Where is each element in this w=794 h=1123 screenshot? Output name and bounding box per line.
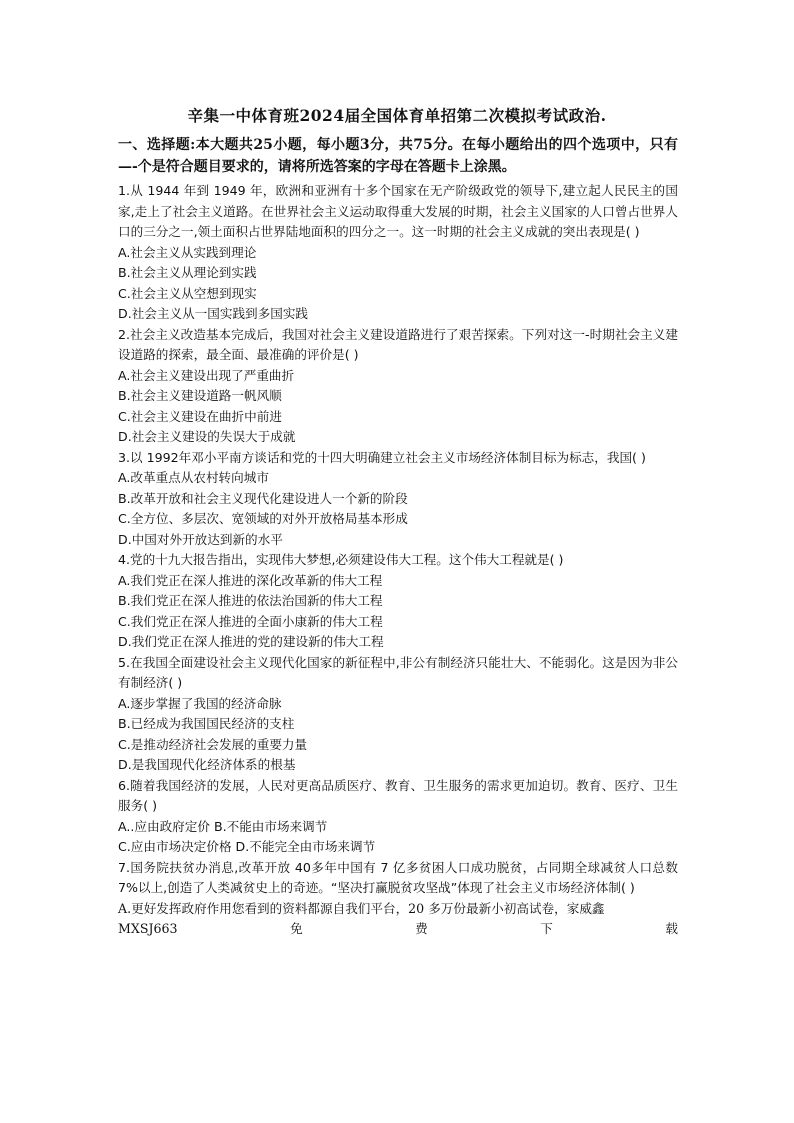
option-ab: A..应由政府定价 B.不能由市场来调节 (118, 818, 328, 834)
question-2 (118, 325, 678, 448)
question-stem: 7.国务院扶贫办消息,改革开放 40多年中国有 7 亿多贫困人口成功脱贫，占同期全球减贫人口总数 7%以上,创造了人类减贫史上的奇迹。“坚决打赢脱贫攻坚战”体现了社会主义市场经济体制( ) (118, 859, 678, 895)
option-d: D.我们党正在深人推进的党的建设新的伟大工程 (118, 634, 384, 649)
option-a: A.社会主义建设出现了严重曲折 (118, 367, 295, 383)
option-c: C.我们党正在深人推进的全面小康新的伟大工程 (118, 613, 383, 629)
question-3 (118, 448, 678, 551)
footer-line-2 (118, 919, 678, 940)
footer-code: MXSJ663 (118, 921, 178, 936)
section-heading: 一、选择题:本大题共25小题，每小题3分，共75分。在每小题给出的四个选项中，只有—-个是符合题目要求的，请将所选答案的字母在答题卡上涂黑。 (118, 137, 678, 175)
footer-word: 下 (540, 921, 553, 936)
option-c: C.社会主义从空想到现实 (118, 285, 257, 301)
question-stem: 5.在我国全面建设社会主义现代化国家的新征程中,非公有制经济只能壮大、不能弱化。这是因为非公有制经济( ) (118, 654, 678, 690)
option-cd: C.应由市场决定价格 D.不能完全由市场来调节 (118, 839, 376, 854)
footer-word: 载 (665, 921, 678, 936)
question-5 (118, 653, 678, 776)
footer-word: 费 (415, 921, 428, 936)
option-b: B.已经成为我国国民经济的支柱 (118, 716, 295, 731)
option-d: D.中国对外开放达到新的水平 (118, 531, 283, 547)
option-c: C.社会主义建设在曲折中前进 (118, 408, 282, 424)
document-body (118, 134, 678, 940)
question-7 (118, 858, 678, 899)
option-a: A.改革重点从农村转向城市 (118, 470, 269, 485)
question-stem: 2.社会主义改造基本完成后，我国对社会主义建设道路进行了艰苦探索。下列对这一-时期社会主义建设道路的探索，最全面、最准确的评价是( ) (118, 326, 678, 362)
option-d: D.社会主义建设的失误大于成就 (118, 429, 296, 444)
option-c: C.全方位、多层次、宽领域的对外开放格局基本形成 (118, 511, 408, 526)
option-a: A.我们党正在深人推进的深化改革新的伟大工程 (118, 572, 383, 588)
option-b: B.我们党正在深人推进的依法治国新的伟大工程 (118, 593, 383, 608)
option-b: B.社会主义从理论到实践 (118, 265, 257, 280)
question-1 (118, 181, 678, 325)
question-stem: 6.随着我国经济的发展，人民对更高品质医疗、教育、卫生服务的需求更加迫切。教育、医疗、卫生服务( ) (118, 777, 678, 813)
option-b: B.改革开放和社会主义现代化建设进人一个新的阶段 (118, 490, 408, 506)
option-a: A.逐步掌握了我国的经济命脉 (118, 695, 282, 711)
option-b: B.社会主义建设道路一帆风顺 (118, 388, 282, 403)
question-stem: 3.以 1992年邓小平南方谈话和党的十四大明确建立社会主义市场经济体制目标为标志，我国( ) (118, 449, 646, 465)
question-stem: 1.从 1944 年到 1949 年，欧洲和亚洲有十多个国家在无产阶级政党的领导下,建立起人民民主的国家,走上了社会主义道路。在世界社会主义运动取得重大发展的时期，社会主义国家的人口曾占世界人口的三分之一,领土面积占世界陆地面积的四分之一。这一时期的社会主义成就的突出表现是( ) (118, 183, 678, 239)
footer-word: 免 (290, 921, 303, 936)
option-d: D.是我国现代化经济体系的根基 (118, 757, 296, 772)
option-d: D.社会主义从一国实践到多国实践 (118, 306, 309, 321)
option-a: A.社会主义从实践到理论 (118, 244, 257, 260)
option-c: C.是推动经济社会发展的重要力量 (118, 736, 308, 752)
page-title: 辛集一中体育班2024届全国体育单招第二次模拟考试政治. (187, 106, 607, 125)
question-4 (118, 550, 678, 653)
question-6 (118, 776, 678, 858)
question-stem: 4.党的十九大报告指出，实现伟大梦想,必须建设伟大工程。这个伟大工程就是( ) (118, 552, 564, 567)
footer-line-1: A.更好发挥政府作用您看到的资料都源自我们平台，20 多万份最新小初高试卷，家威鑫 (118, 900, 605, 916)
